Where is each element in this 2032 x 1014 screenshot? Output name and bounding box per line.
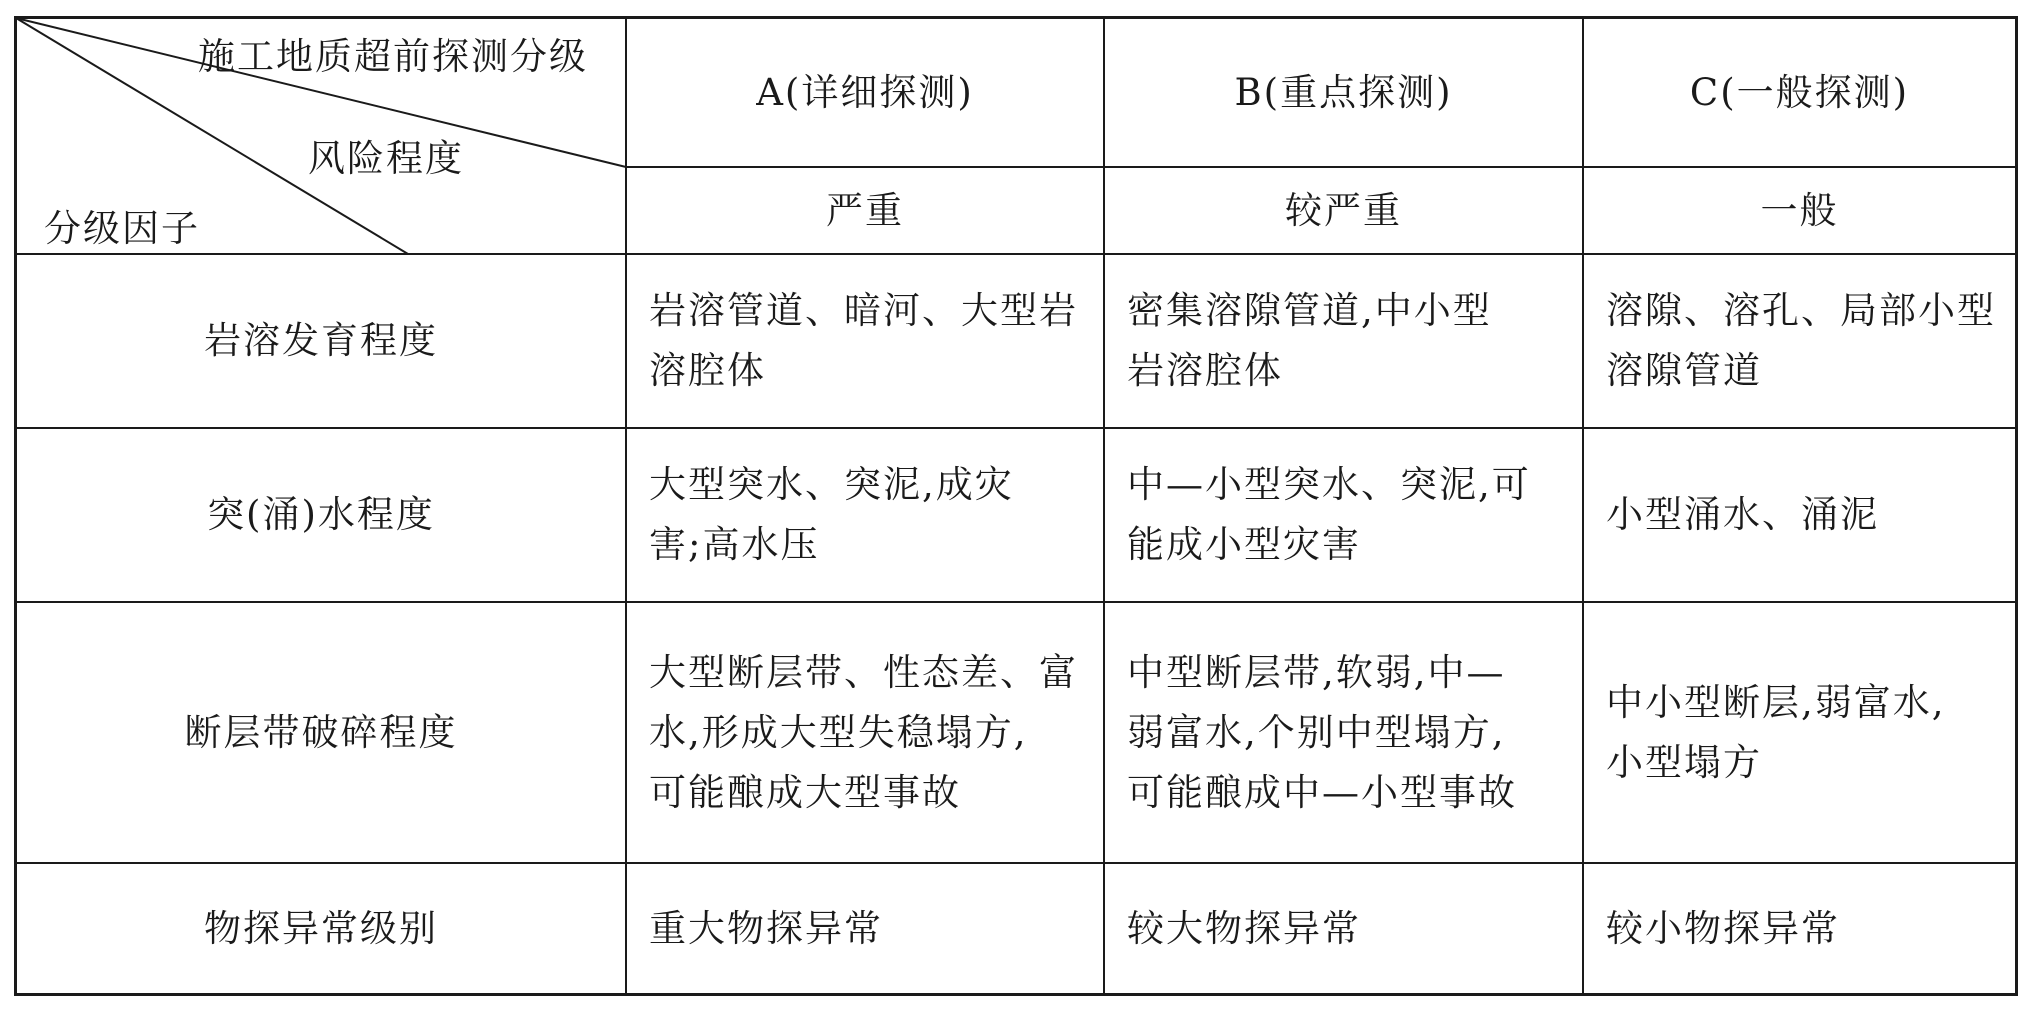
table-cell: 密集溶隙管道,中小型 岩溶腔体 xyxy=(1127,289,1492,392)
header-risk-a: 严重 xyxy=(826,188,904,232)
header-grade-c: C(一般探测) xyxy=(1689,70,1910,114)
table-cell: 大型断层带、性态差、富 水,形成大型失稳塌方, 可能酿成大型事故 xyxy=(649,650,1078,814)
header-risk-label: 风险程度 xyxy=(308,137,464,180)
table-cell: 小型涌水、涌泥 xyxy=(1606,493,1879,536)
table-cell: 较小物探异常 xyxy=(1606,906,1840,950)
factor-cell: 物探异常级别 xyxy=(204,906,438,950)
table-cell: 中小型断层,弱富水, 小型塌方 xyxy=(1606,680,1946,784)
header-grade-a: A(详细探测) xyxy=(756,70,974,114)
table-cell: 大型突水、突泥,成灾 害;高水压 xyxy=(649,463,1014,566)
table-cell: 岩溶管道、暗河、大型岩 溶腔体 xyxy=(649,289,1078,392)
header-risk-c: 一般 xyxy=(1760,188,1839,232)
header-grade-b: B(重点探测) xyxy=(1234,70,1453,114)
factor-cell: 岩溶发育程度 xyxy=(204,319,438,362)
header-risk-b: 较严重 xyxy=(1285,188,1402,232)
factor-cell: 断层带破碎程度 xyxy=(184,710,458,754)
table-cell: 中型断层带,软弱,中— 弱富水,个别中型塌方, 可能酿成中—小型事故 xyxy=(1127,650,1517,814)
header-factor-label: 分级因子 xyxy=(44,207,200,250)
table-cell: 溶隙、溶孔、局部小型 溶隙管道 xyxy=(1606,289,1996,392)
table-cell: 较大物探异常 xyxy=(1127,906,1361,950)
header-grading-label: 施工地质超前探测分级 xyxy=(198,35,588,78)
table-cell: 中—小型突水、突泥,可 能成小型灾害 xyxy=(1127,463,1531,566)
factor-cell: 突(涌)水程度 xyxy=(207,493,435,536)
table-cell: 重大物探异常 xyxy=(649,906,883,950)
